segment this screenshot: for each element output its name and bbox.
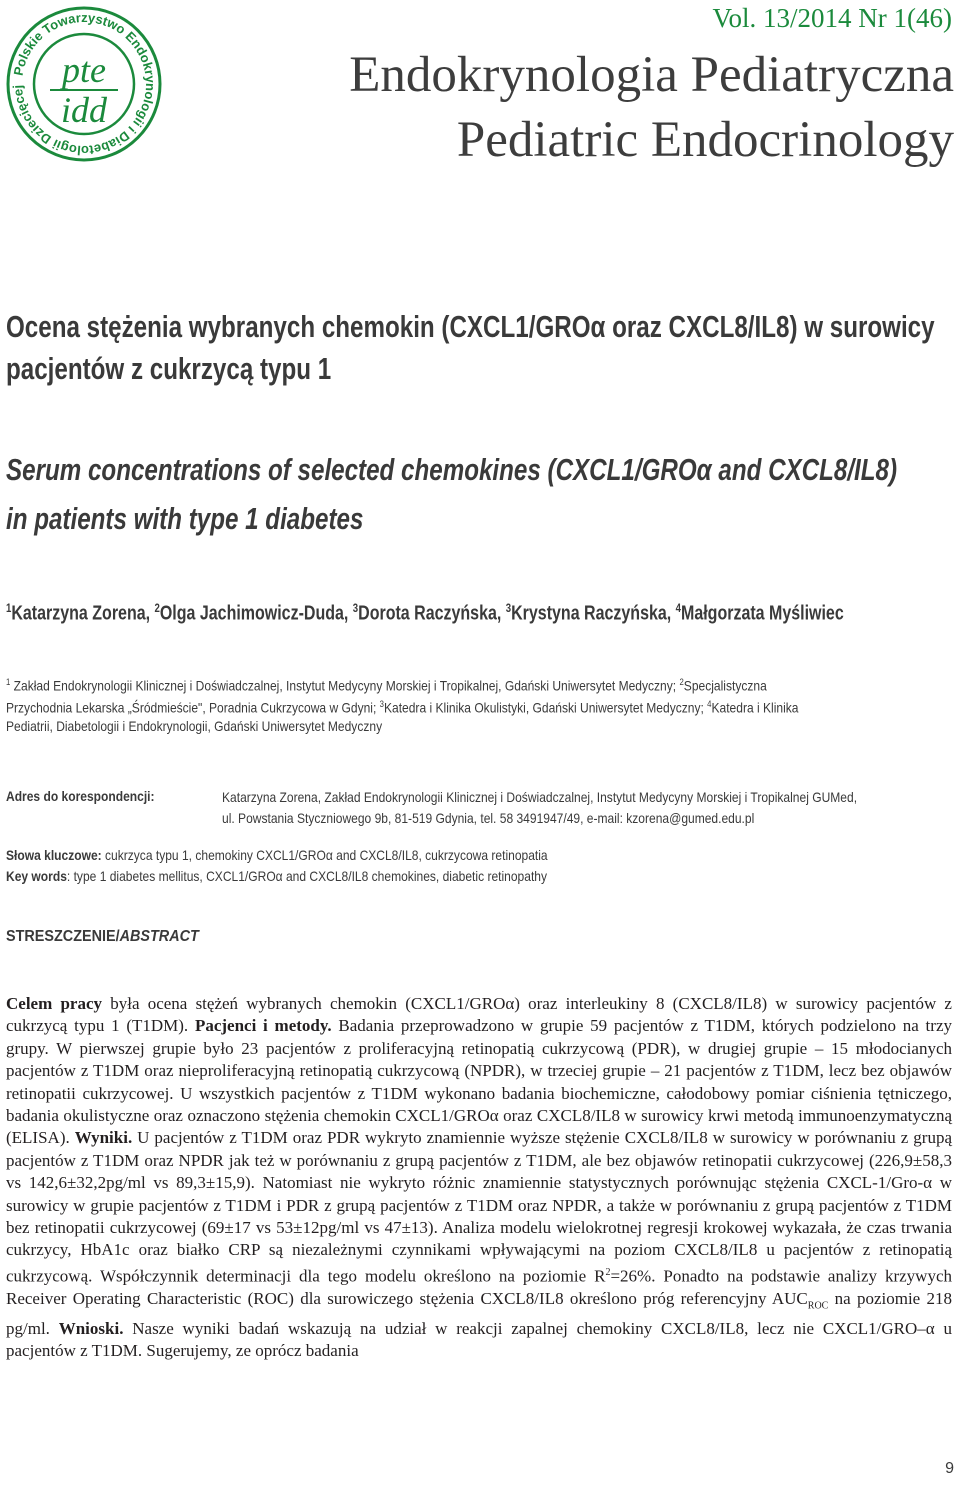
abstract-body: Celem pracy była ocena stężeń wybranych chemokin (CXCL1/GROα) oraz interleukiny 8 (CXCL8/IL8) w surowicy pacjentów z cukrzycą typu 1 (T1DM). Pacjenci i metody. Badania przeprowadzono w grupie 59 pacjentów z T1DM, których podzielono na trzy grupy. W pierwszej grupie było 23 pacjentów z proliferacyjną retinopatią cukrzycową (PDR), w drugiej grupie – 15 młodocianych pacjentów z T1DM oraz nieproliferacyjną retinopatią cukrzycową (NPDR), w trzeciej grupie – 21 pacjentów z T1DM, lecz bez objawów retinopatii cukrzycowej. U wszystkich pacjentów z T1DM wykonano badania biochemiczne, całodobowy pomiar ciśnienia tętniczego, badania okulistyczne oraz oznaczono stężenia chemokin CXCL1/GROα oraz CXCL8/IL8 w surowicy krwi metodą immunoenzymatyczną (ELISA). Wyniki. U pacjentów z T1DM oraz PDR wykryto znamiennie wyższe stężenie CXCL8/IL8 w surowicy w porównaniu z grupą pacjentów z T1DM oraz NPDR jak też w porównaniu z grupą pacjentów z T1DM, ale bez objawów retinopatii cukrzycowej (226,9±58,3 vs 142,6±32,2pg/ml vs 89,3±15,9). Natomiast nie wykryto różnic znamiennie statystycznych porównując stężenia CXCL-1/Gro-α w surowicy w grupie pacjentów z T1DM i PDR z grupą pacjentów z T1DM oraz NPDR, a także w porównaniu z grupą pacjentów z T1DM bez retinopatii cukrzycowej (69±17 vs 53±12pg/ml vs 47±13). Analiza modelu wielokrotnej regresji krokowej wykazała, że czas trwania cukrzycy, HbA1c oraz białko CRP są niezależnymi czynnikami wpływającymi na poziom CXCL8/IL8 u pacjentów z retinopatią cukrzycową. Współczynnik determinacji dla tego modelu określono na poziomie $R^2=26\%$. Ponadto na podstawie analizy krzywych Receiver Operating Characteristic (ROC) dla surowiczego stężenia CXCL8/IL8 określono próg referencyjny $AUC_{ROC}$ na poziomie 218 pg/ml. Wnioski. Nasze wyniki badań wskazują na udział w reakcji zapalnej chemokiny CXCL8/IL8, lecz nie CXCL1/GRO–α u pacjentów z T1DM. Sugerujemy, ze oprócz badania: [6, 994, 953, 1361]
author: Olga Jachimowicz-Duda,: [159, 602, 349, 625]
author: Dorota Raczyńska,: [358, 602, 502, 625]
logo-initials-top: pte: [62, 50, 106, 90]
author: Małgorzata Myśliwiec: [681, 602, 844, 625]
abstract-heading: STRESZCZENIE/ABSTRACT: [6, 928, 199, 945]
keywords-english: Key words: type 1 diabetes mellitus, CXCL1/GROα and CXCL8/IL8 chemokines, diabetic retinopathy: [6, 868, 548, 884]
author: Krystyna Raczyńska,: [511, 602, 672, 625]
correspondence-line1: Katarzyna Zorena, Zakład Endokrynologii Klinicznej i Doświadczalnej, Instytut Medycyny Morskiej i Tropikalnej GUMed,: [222, 789, 858, 805]
article-title-en-line2: in patients with type 1 diabetes: [6, 501, 364, 536]
article-title-en-line1: Serum concentrations of selected chemokines (CXCL1/GROα and CXCL8/IL8): [6, 452, 898, 487]
correspondence-line2[interactable]: ul. Powstania Styczniowego 9b, 81-519 Gdynia, tel. 58 3491947/49, e-mail: kzorena@gumed.edu.pl: [222, 810, 755, 826]
author: Katarzyna Zorena,: [11, 602, 151, 625]
journal-title-english: Pediatric Endocrinology: [456, 112, 954, 168]
affiliation-line2: Przychodnia Lekarska „Śródmieście", Poradnia Cukrzycowa w Gdyni; $^3$Katedra i Klinika Okulistyki, Gdański Uniwersytet Medyczny; $^4$Katedra i Klinika: [6, 699, 799, 716]
affiliation-line1: $^1$ Zakład Endokrynologii Klinicznej i Doświadczalnej, Instytut Medycyny Morskiej i Tropikalnej, Gdański Uniwersytet Medyczny; $^2$Specjalistyczna: [6, 677, 767, 694]
volume-issue: Vol. 13/2014 Nr 1(46): [712, 3, 952, 33]
society-logo: [4, 4, 164, 164]
article-title-pl-line1: Ocena stężenia wybranych chemokin (CXCL1/GROα oraz CXCL8/IL8) w surowicy: [6, 309, 935, 344]
article-title-pl-line2: pacjentów z cukrzycą typu 1: [6, 351, 332, 386]
logo-initials-bottom: idd: [60, 90, 108, 130]
logo-ring-text: Polskie Towarzystwo Endokrynologii i Diabetologii Dziecięcej: [9, 9, 159, 159]
affiliation-line3: Pediatrii, Diabetologii i Endokrynologii, Gdański Uniwersytet Medyczny: [6, 718, 383, 734]
keywords-polish: Słowa kluczowe: cukrzyca typu 1, chemokiny CXCL1/GROα and CXCL8/IL8, cukrzycowa retinopatia: [6, 847, 548, 863]
page-number: 9: [945, 1460, 954, 1477]
journal-title-polish: Endokrynologia Pediatryczna: [349, 47, 954, 103]
author-list: $^1$Katarzyna Zorena, $^2$Olga Jachimowicz-Duda, $^3$Dorota Raczyńska, $^3$Krystyna Raczyńska, $^4$Małgorzata Myśliwiec: [6, 601, 844, 625]
correspondence-label: Adres do korespondencji:: [6, 788, 155, 804]
